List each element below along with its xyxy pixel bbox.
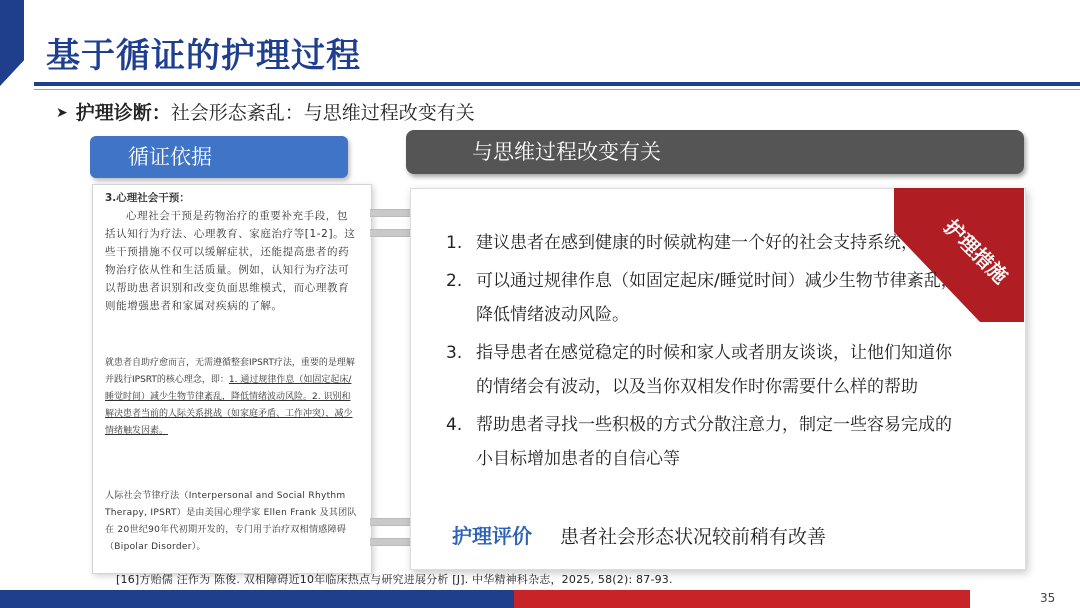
reference-citation: [16]方贻儒 汪作为 陈俊. 双相障碍近10年临床热点与研究进展分析 [J]. 中华精神科杂志，2025, 58(2): 87-93. [116, 573, 673, 586]
list-item-number: 3. [446, 343, 463, 363]
doc-clip-fade [93, 345, 371, 353]
list-item-text: 帮助患者寻找一些积极的方式分散注意力，制定一些容易完成的小目标增加患者的自信心等 [476, 415, 952, 469]
evidence-document [92, 184, 372, 574]
list-item-text: 指导患者在感觉稳定的时候和家人或者朋友谈谈，让他们知道你的情绪会有波动，以及当你双相发作时你需要什么样的帮助 [476, 343, 952, 397]
evaluation-text: 患者社会形态状况较前稍有改善 [560, 526, 827, 548]
list-item-number: 2. [446, 271, 463, 291]
doc-paragraph-1: 心理社会干预是药物治疗的重要补充手段，包括认知行为疗法、心理教育、家庭治疗等[1-2]。这些干预措施不仅可以缓解症状，还能提高患者的药物治疗依从性和生活质量。例如，认知行为疗法可以帮助患者识别和改变负面思维模式，而心理教育则能增强患者和家属对疾病的了解。 [105, 210, 356, 312]
list-item [446, 408, 966, 476]
list-item [446, 226, 966, 260]
list-item-number: 4. [446, 415, 463, 435]
footer-bar-blue [0, 590, 514, 608]
doc-paragraph-2-intro: 就患者自助疗愈而言，无需遵循整套IPSRT疗法，重要的是理解并践行IPSRT的核心理念，即： [105, 358, 355, 385]
doc-paragraph-3: 人际社会节律疗法（Interpersonal and Social Rhythm Therapy, IPSRT）是由美国心理学家 Ellen Frank 及其团队在 20世纪90年代初期开发的，专门用于治疗双相情感障碍（Bipolar Disorder）。 [105, 491, 357, 552]
doc-section-1 [105, 189, 357, 315]
title-underline-thin [34, 89, 1080, 90]
corner-decoration [0, 0, 24, 86]
list-item-text: 可以通过规律作息（如固定起床/睡觉时间）减少生物节律紊乱，降低情绪波动风险。 [476, 271, 958, 325]
footer-bar-red [514, 590, 970, 608]
diagnosis-label: 护理诊断： [75, 102, 171, 124]
list-item-text: 建议患者在感到健康的时候就构建一个好的社会支持系统， [476, 233, 918, 253]
list-item [446, 264, 966, 332]
slide-title: 基于循证的护理过程 [46, 36, 361, 76]
bullet-arrow-icon: ➤ [56, 105, 68, 121]
diagnosis-line [56, 98, 475, 125]
page-number: 35 [1040, 591, 1056, 605]
doc-paragraph-2 [105, 355, 359, 440]
title-underline [34, 82, 1080, 86]
measures-list [446, 226, 966, 480]
ribbon-label: 护理措施 [939, 214, 1013, 289]
doc-paragraph-2-underlined: 1. 通过规律作息（如固定起床/睡觉时间）减少生物节律紊乱，降低情绪波动风险。2. 识别和解决患者当前的人际关系挑战（如家庭矛盾、工作冲突），减少情绪触发因素。 [105, 375, 353, 436]
list-item-number: 1. [446, 233, 463, 253]
cause-tab: 与思维过程改变有关 [406, 130, 1024, 174]
evaluation-label: 护理评价 [452, 524, 532, 548]
doc-heading: 3.心理社会干预： [105, 192, 190, 204]
evidence-tab: 循证依据 [90, 136, 348, 178]
list-item [446, 336, 966, 404]
diagnosis-text: 社会形态紊乱：与思维过程改变有关 [170, 102, 475, 124]
